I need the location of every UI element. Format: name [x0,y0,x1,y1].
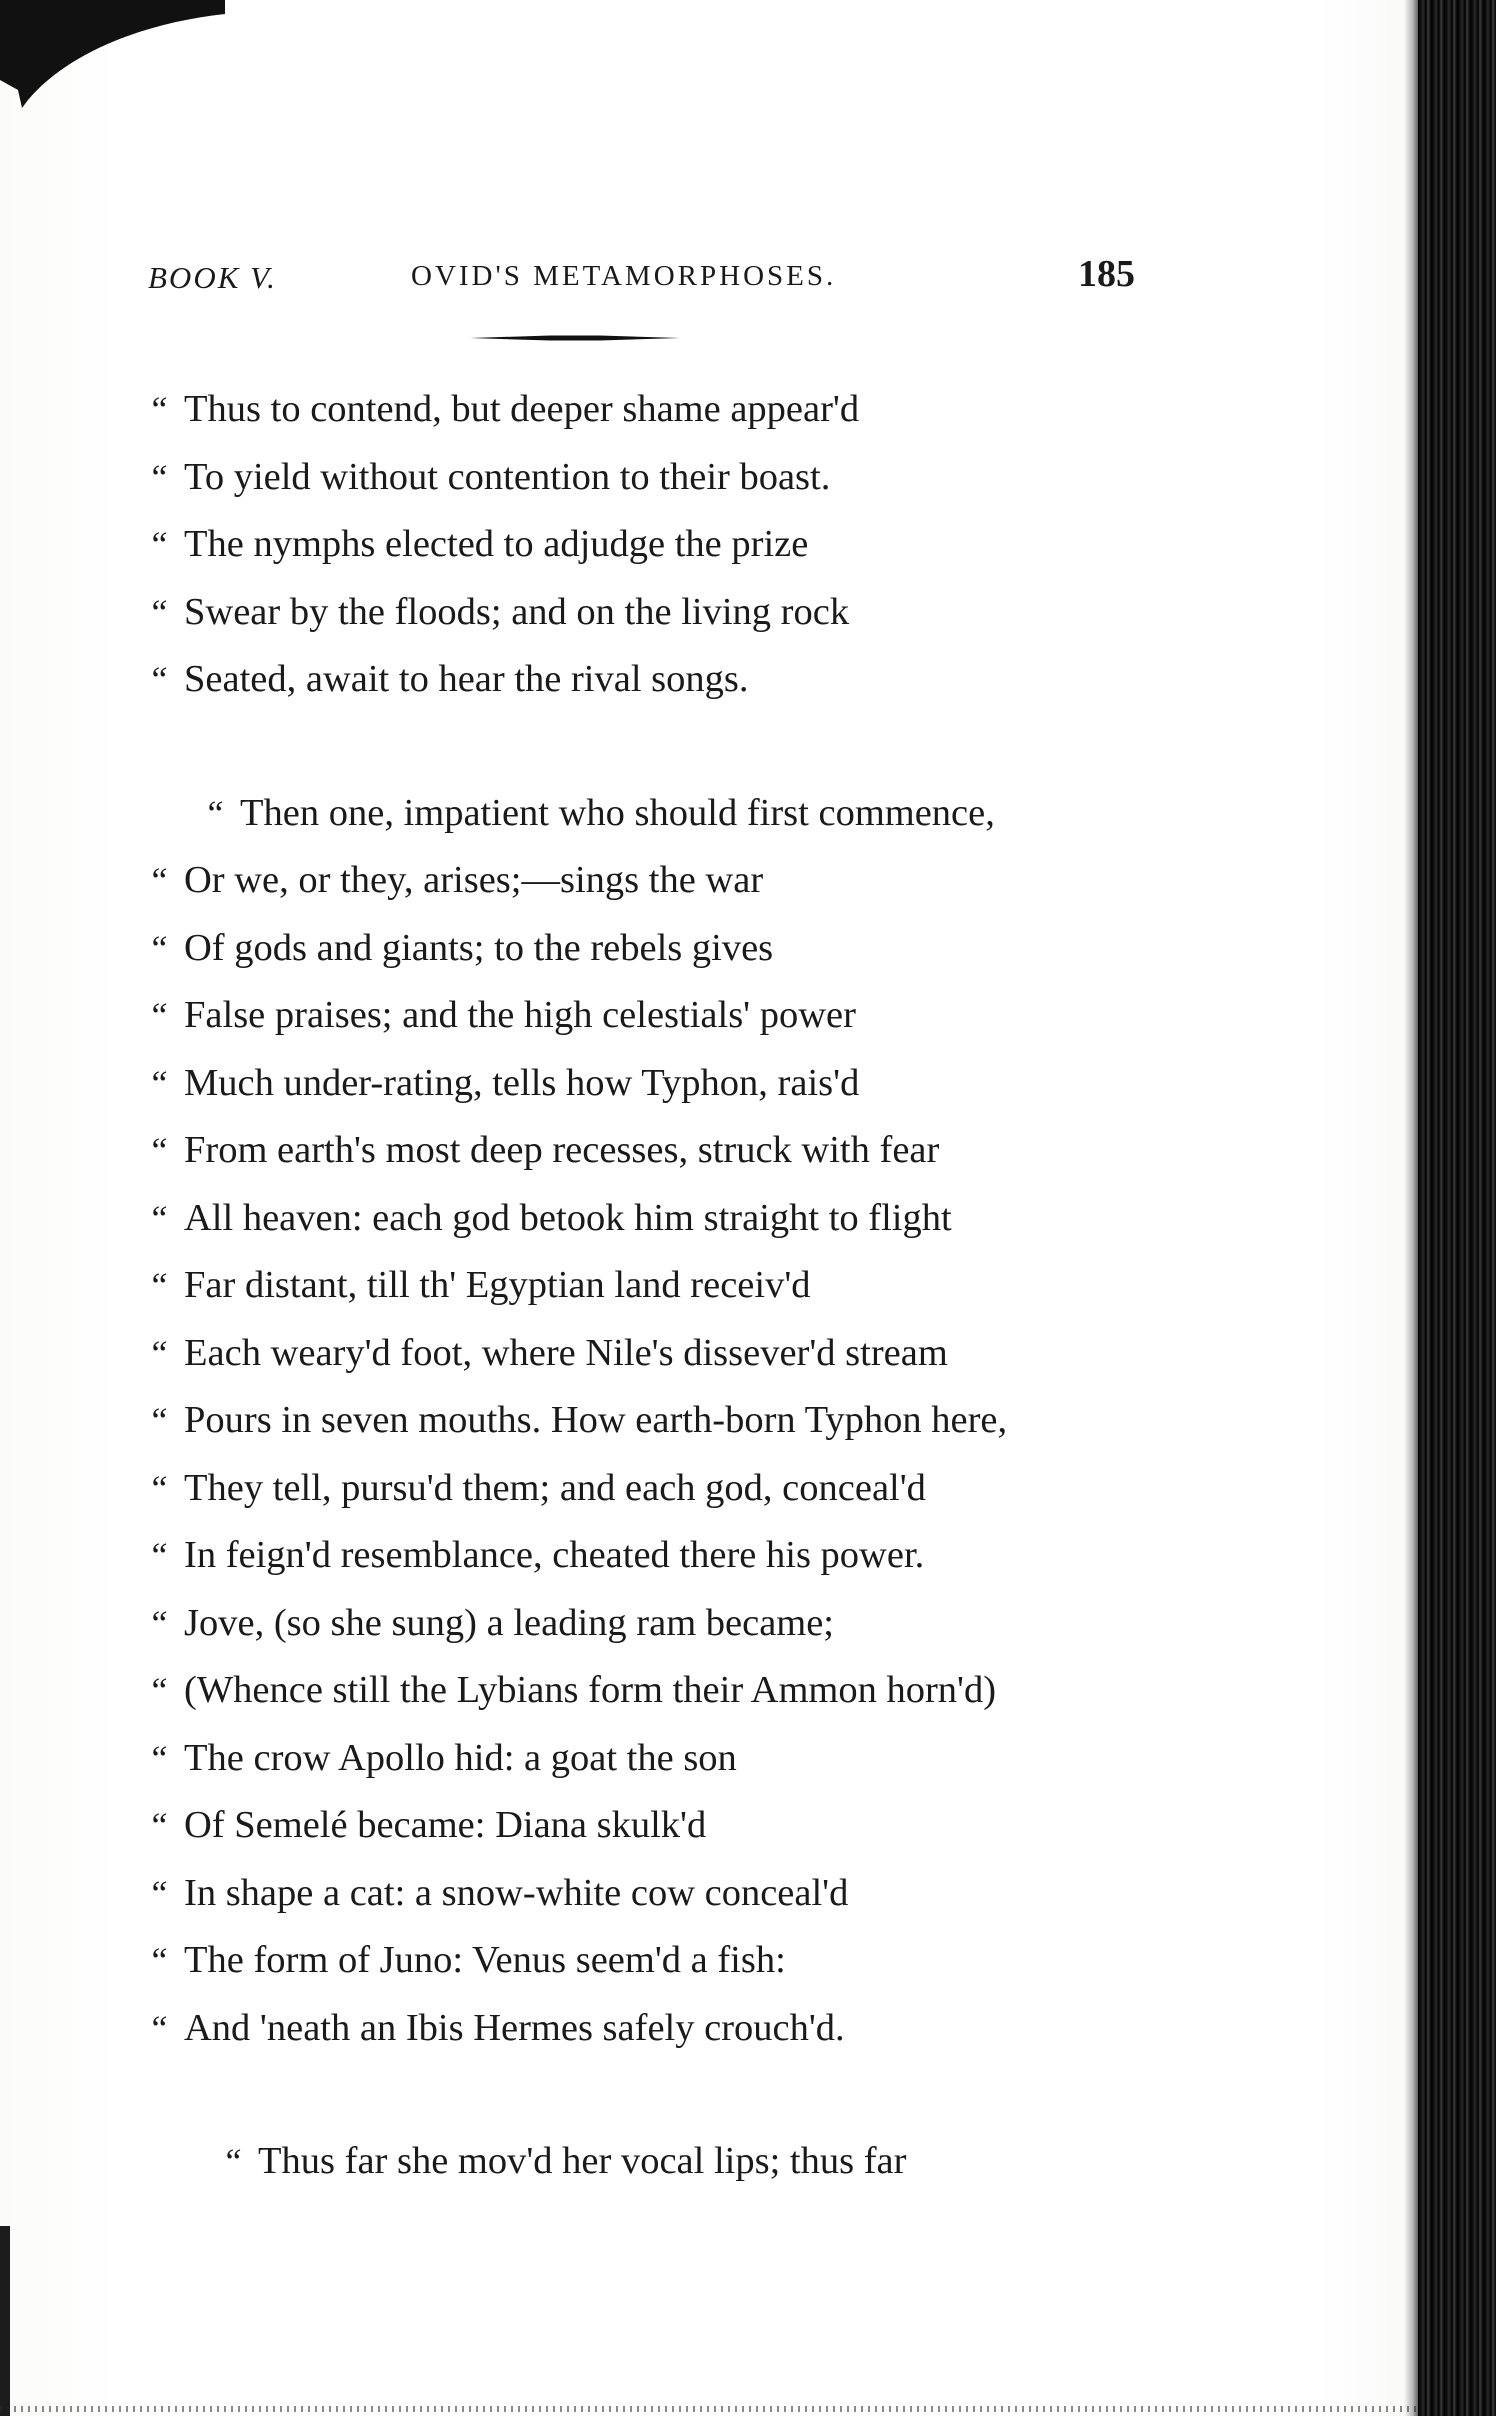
quote-mark: “ [148,591,169,632]
poem-line: “ The nymphs elected to adjudge the prize [148,511,1228,579]
quote-mark: “ [148,1737,169,1778]
page-left-edge [0,2226,10,2416]
page-number: 185 [1078,253,1135,295]
poem-line: “ They tell, pursu'd them; and each god, conceal'd [148,1455,1228,1523]
poem-line: “ Far distant, till th' Egyptian land receiv'd [148,1252,1228,1320]
poem-line: “ Then one, impatient who should first commence, [148,780,1228,848]
poem-line: “ The form of Juno: Venus seem'd a fish: [148,1927,1228,1995]
quote-mark: “ [148,1197,169,1238]
stanza-2 [148,780,1228,2063]
stanza-3 [148,2128,1228,2196]
quote-mark: “ [148,659,169,699]
stanza-break [148,2062,1228,2128]
poem-line: “ From earth's most deep recesses, struck with fear [148,1117,1228,1185]
poem-line: “ False praises; and the high celestials' power [148,982,1228,1050]
stanza-1 [148,376,1228,714]
poem-line: “ Of gods and giants; to the rebels gives [148,915,1228,983]
scan-corner-shadow [0,0,230,120]
quote-mark: “ [204,792,225,833]
poem-line: “ Each weary'd foot, where Nile's dissever'd stream [148,1320,1228,1388]
quote-mark: “ [148,1535,169,1575]
poem-line: “ (Whence still the Lybians form their Ammon horn'd) [148,1657,1228,1725]
quote-mark: “ [148,1130,169,1170]
quote-mark: “ [222,2141,243,2181]
quote-mark: “ [148,1332,169,1373]
header-rule [470,334,680,342]
quote-mark: “ [148,456,169,497]
poem-line: “ And 'neath an Ibis Hermes safely crouch'd. [148,1995,1228,2063]
quote-mark: “ [148,995,169,1035]
book-binding [1418,0,1496,2416]
quote-mark: “ [148,1602,169,1643]
quote-mark: “ [148,1940,169,1980]
quote-mark: “ [148,1670,169,1710]
quote-mark: “ [148,2007,169,2048]
poem-line: “ Thus to contend, but deeper shame appear'd [148,376,1228,444]
poem-line: “ Or we, or they, arises;—sings the war [148,847,1228,915]
book-label: BOOK V. [148,260,277,295]
running-header [148,252,1148,302]
poem-text [148,376,1228,2196]
running-title: OVID'S METAMORPHOSES. [411,260,837,292]
poem-line: “ Jove, (so she sung) a leading ram became; [148,1590,1228,1658]
poem-line: “ All heaven: each god betook him straight to flight [148,1185,1228,1253]
quote-mark: “ [148,1805,169,1845]
binding-shadow [1404,0,1418,2416]
stanza-break [148,714,1228,780]
poem-line: “ Seated, await to hear the rival songs. [148,646,1228,714]
poem-line: “ Of Semelé became: Diana skulk'd [148,1792,1228,1860]
poem-line: “ Pours in seven mouths. How earth-born Typhon here, [148,1387,1228,1455]
page-bottom-edge [0,2406,1418,2412]
quote-mark: “ [148,860,169,900]
poem-line: “ In feign'd resemblance, cheated there his power. [148,1522,1228,1590]
quote-mark: “ [148,389,169,429]
poem-line: “ To yield without contention to their boast. [148,444,1228,512]
poem-line: “ Much under-rating, tells how Typhon, rais'd [148,1050,1228,1118]
quote-mark: “ [148,927,169,968]
poem-line: “ Thus far she mov'd her vocal lips; thus far [148,2128,1228,2196]
poem-line: “ In shape a cat: a snow-white cow conceal'd [148,1860,1228,1928]
poem-line: “ Swear by the floods; and on the living rock [148,579,1228,647]
quote-mark: “ [148,1400,169,1440]
quote-mark: “ [148,1062,169,1103]
quote-mark: “ [148,1872,169,1913]
quote-mark: “ [148,1467,169,1508]
poem-line: “ The crow Apollo hid: a goat the son [148,1725,1228,1793]
quote-mark: “ [148,524,169,564]
quote-mark: “ [148,1265,169,1305]
